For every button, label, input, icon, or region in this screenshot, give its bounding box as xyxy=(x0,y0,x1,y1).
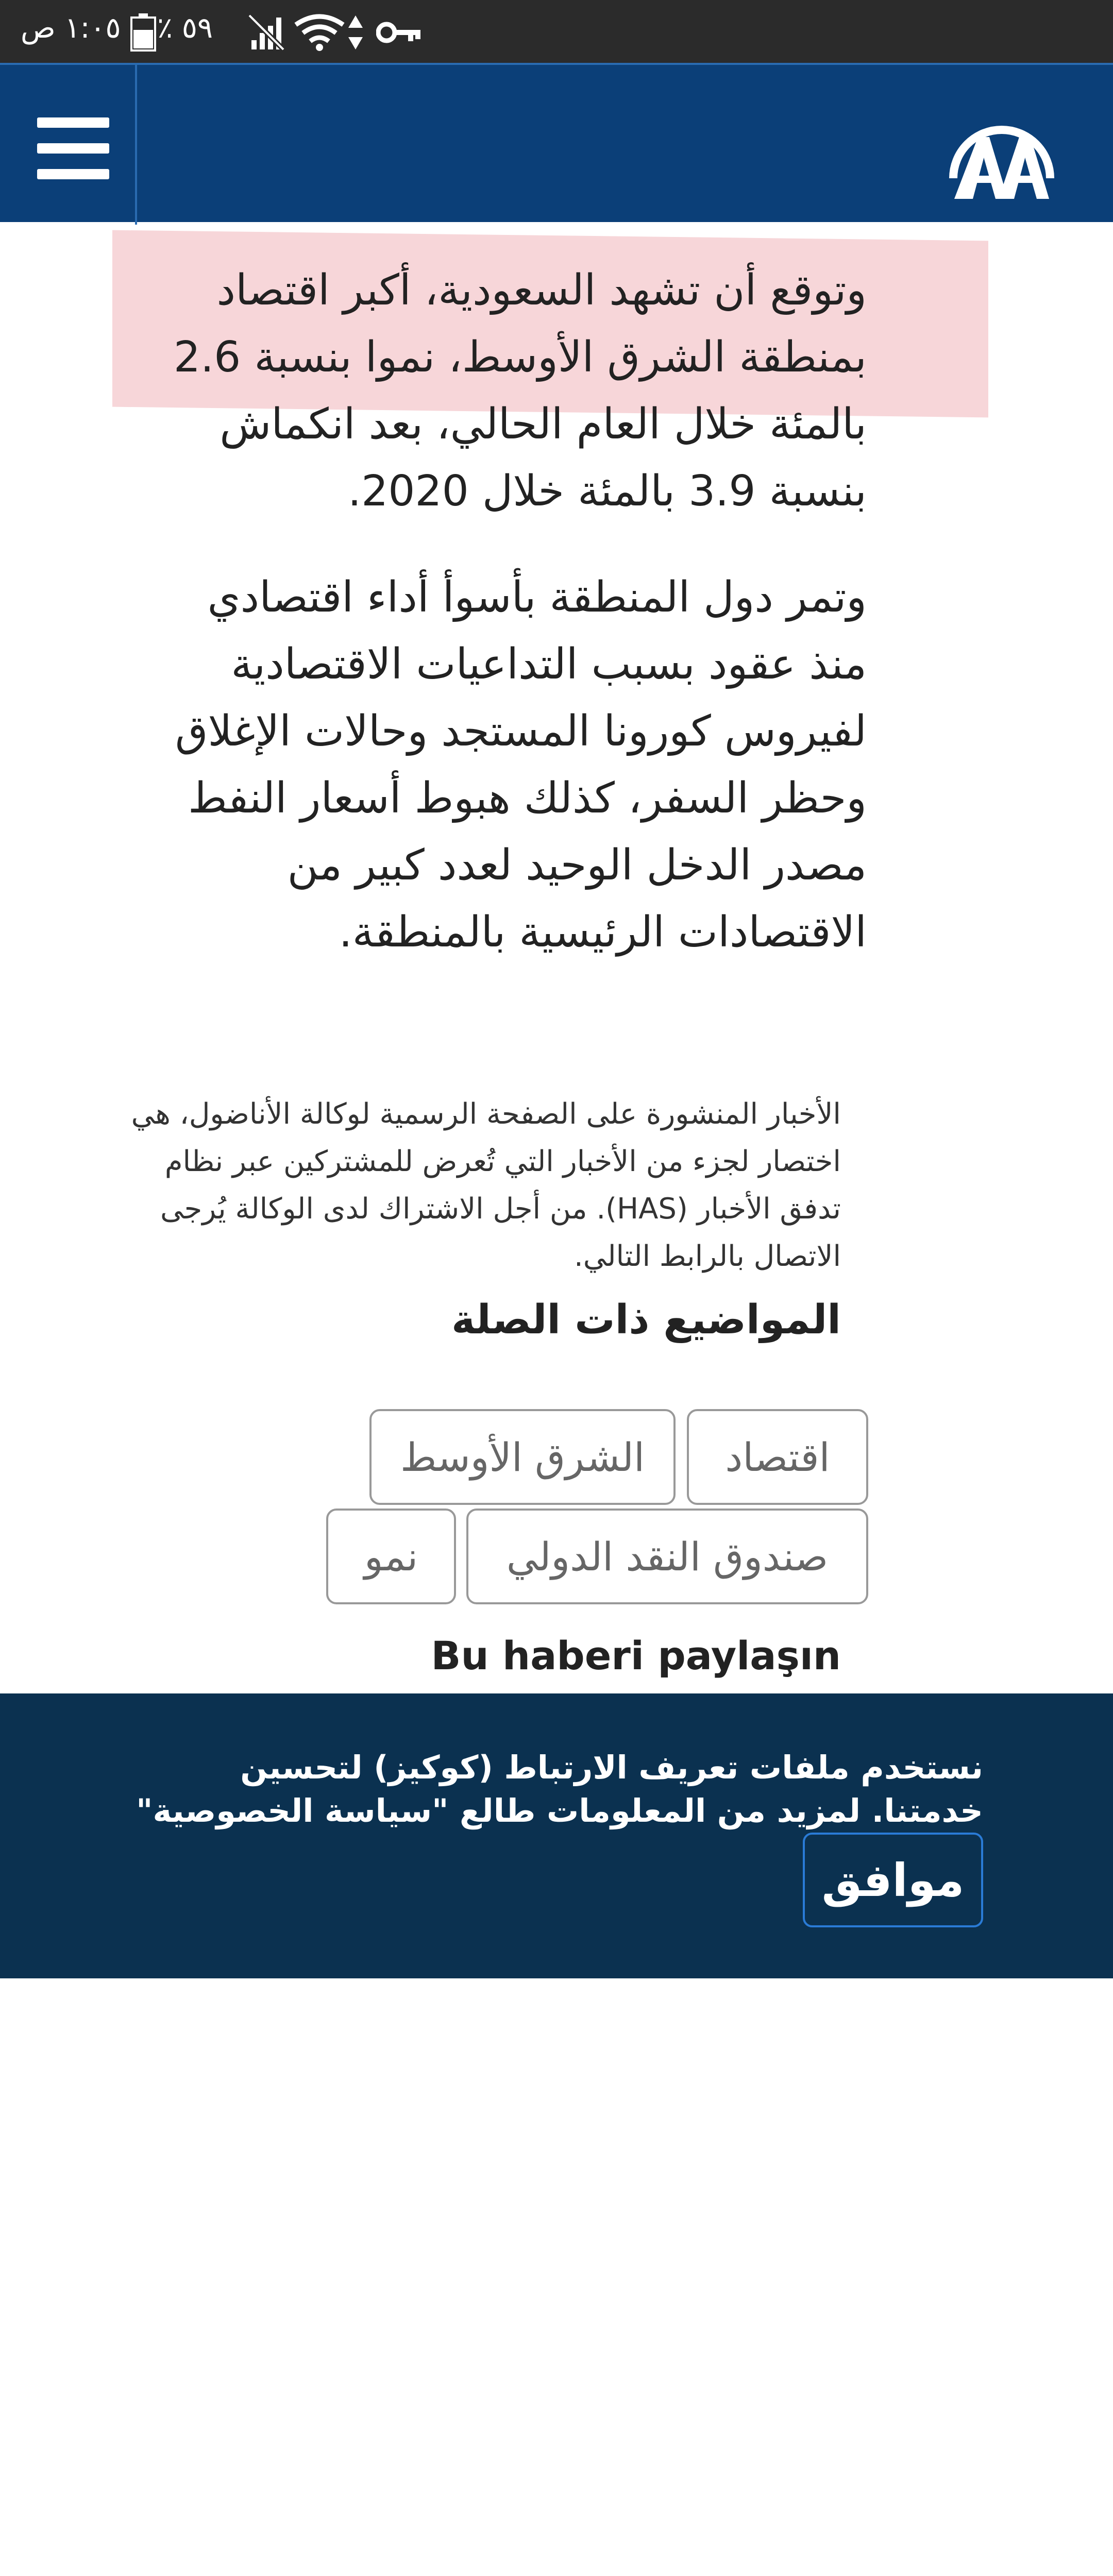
agency-disclaimer: الأخبار المنشورة على الصفحة الرسمية لوكالة الأناضول، هي اختصار لجزء من الأخبار التي تُعرض للمشتركين عبر نظام تدفق الأخبار (HAS). من أجل الاشتراك لدى الوكالة يُرجى الاتصال بالرابط التالي. xyxy=(131,1097,841,1273)
hamburger-menu-icon[interactable] xyxy=(37,117,109,180)
article-paragraph-2: وتمر دول المنطقة بأسوأ أداء اقتصادي منذ عقود بسبب التداعيات الاقتصادية لفيروس كورونا المستجد وحالات الإغلاق وحظر السفر، كذلك هبوط أسعار النفط مصدر الدخل الوحيد لعدد كبير من الاقتصادات الرئيسية بالمنطقة. xyxy=(175,573,867,957)
header-divider xyxy=(135,65,137,225)
accept-cookies-button[interactable]: موافق xyxy=(803,1833,983,1927)
battery-icon xyxy=(130,13,156,52)
cookie-message: نستخدم ملفات تعريف الارتباط (كوكيز) لتحسين خدمتنا. لمزيد من المعلومات طالع "سياسة الخصوصية" xyxy=(136,1749,983,1829)
tag-growth[interactable]: نمو xyxy=(326,1509,456,1604)
related-topics-title: المواضيع ذات الصلة xyxy=(451,1297,841,1343)
tag-middle-east[interactable]: الشرق الأوسط xyxy=(369,1409,676,1505)
tag-imf[interactable]: صندوق النقد الدولي xyxy=(466,1509,868,1604)
aa-logo[interactable] xyxy=(942,101,1061,204)
wifi-icon xyxy=(294,13,345,52)
article-paragraph-1: وتوقع أن تشهد السعودية، أكبر اقتصاد بمنطقة الشرق الأوسط، نموا بنسبة 2.6 بالمئة خلال العام الحالي، بعد انكماش بنسبة 3.9 بالمئة خلال 2020. xyxy=(173,266,867,516)
app-header xyxy=(0,63,1113,222)
key-icon xyxy=(376,19,423,46)
status-bar xyxy=(0,0,1113,63)
tag-economy[interactable]: اقتصاد xyxy=(687,1409,868,1505)
status-time: ١:٠٥ ص xyxy=(21,11,121,45)
no-signal-icon xyxy=(248,13,284,50)
cookie-banner xyxy=(0,1693,1113,1978)
share-title: Bu haberi paylaşın xyxy=(431,1633,841,1679)
data-arrows-icon xyxy=(346,13,365,52)
battery-percent: ٥٩ ٪ xyxy=(157,11,213,45)
